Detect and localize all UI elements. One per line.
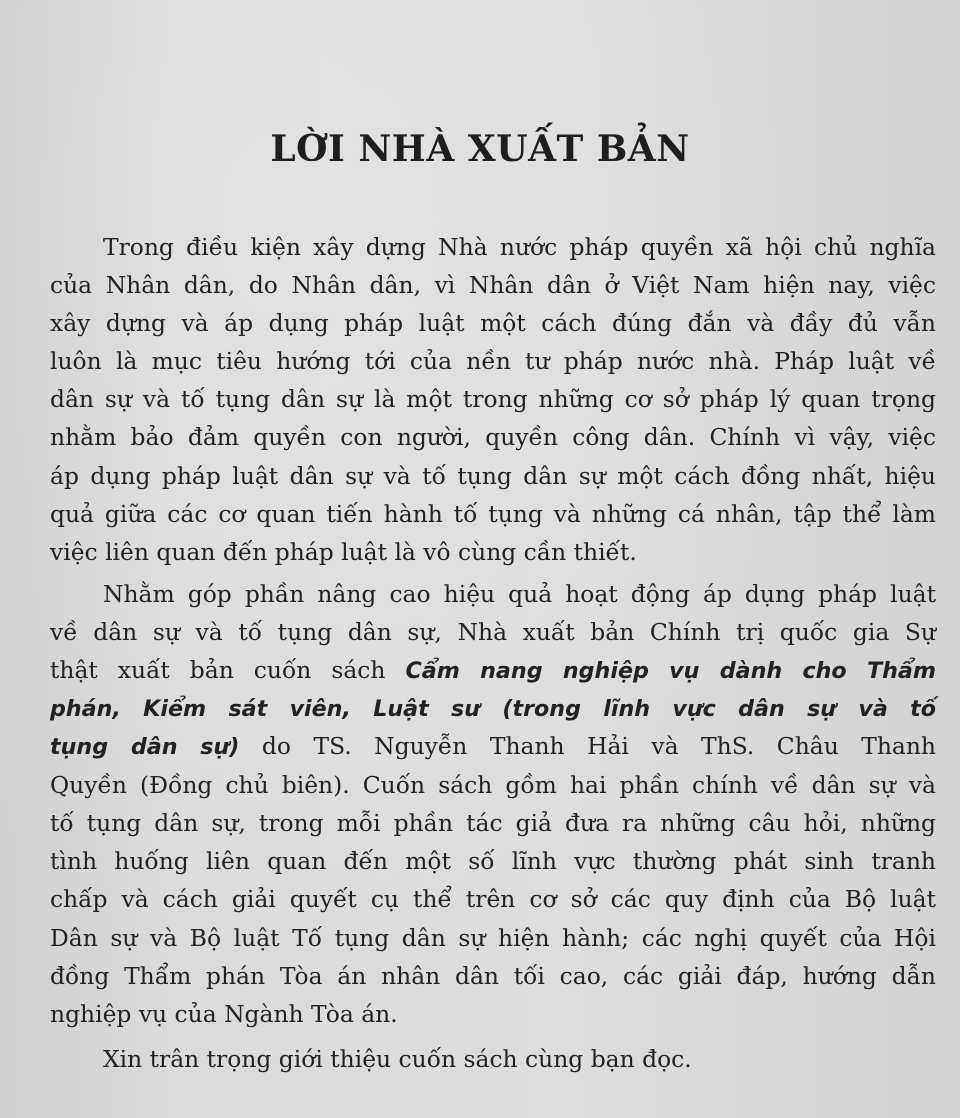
paragraph-2-line: tố tụng dân sự, trong mỗi phần tác giả đưa ra những câu hỏi, những	[50, 809, 936, 837]
paragraph-1-line: xây dựng và áp dụng pháp luật một cách đúng đắn và đầy đủ vẫn	[50, 309, 936, 337]
paragraph-2-line: tình huống liên quan đến một số lĩnh vực thường phát sinh tranh	[50, 847, 936, 875]
book-title-text: Cẩm nang nghiệp vụ dành cho Thẩm	[405, 658, 936, 684]
paragraph-2-line: chấp và cách giải quyết cụ thể trên cơ sở các quy định của Bộ luật	[50, 885, 936, 913]
paragraph-2-line	[50, 651, 936, 689]
paragraph-1-line: nhằm bảo đảm quyền con người, quyền công dân. Chính vì vậy, việc	[50, 423, 936, 451]
paragraph-2-line: Nhằm góp phần nâng cao hiệu quả hoạt động áp dụng pháp luật	[103, 580, 936, 608]
paragraph-2-line	[50, 689, 936, 727]
paragraph-1-line: Trong điều kiện xây dựng Nhà nước pháp quyền xã hội chủ nghĩa	[103, 233, 936, 261]
plain-text: thật xuất bản cuốn sách	[50, 656, 406, 684]
book-title-text: phán, Kiểm sát viên, Luật sư (trong lĩnh vực dân sự và tố	[50, 696, 936, 722]
paragraph-1-line: của Nhân dân, do Nhân dân, vì Nhân dân ở Việt Nam hiện nay, việc	[50, 271, 936, 299]
paragraph-2-line: nghiệp vụ của Ngành Tòa án.	[50, 1000, 398, 1028]
paragraph-2-line: về dân sự và tố tụng dân sự, Nhà xuất bản Chính trị quốc gia Sự	[50, 618, 936, 646]
paragraph-1-line: việc liên quan đến pháp luật là vô cùng cần thiết.	[50, 538, 637, 566]
page-title: LỜI NHÀ XUẤT BẢN	[270, 128, 690, 170]
paragraph-1-line: quả giữa các cơ quan tiến hành tố tụng và những cá nhân, tập thể làm	[50, 500, 936, 528]
paragraph-1-line: dân sự và tố tụng dân sự là một trong những cơ sở pháp lý quan trọng	[50, 385, 936, 413]
paragraph-2-line: Dân sự và Bộ luật Tố tụng dân sự hiện hành; các nghị quyết của Hội	[50, 924, 936, 952]
plain-text: do TS. Nguyễn Thanh Hải và ThS. Châu Thanh	[239, 732, 936, 760]
paragraph-2-line	[50, 727, 936, 765]
paragraph-1-line: áp dụng pháp luật dân sự và tố tụng dân sự một cách đồng nhất, hiệu	[50, 462, 936, 490]
paragraph-2-line: Quyền (Đồng chủ biên). Cuốn sách gồm hai phần chính về dân sự và	[50, 771, 936, 799]
book-title-text: tụng dân sự)	[50, 734, 240, 760]
paragraph-2-line: đồng Thẩm phán Tòa án nhân dân tối cao, các giải đáp, hướng dẫn	[50, 962, 936, 990]
paragraph-3-line: Xin trân trọng giới thiệu cuốn sách cùng bạn đọc.	[103, 1045, 692, 1073]
paragraph-1-line: luôn là mục tiêu hướng tới của nền tư pháp nước nhà. Pháp luật về	[50, 347, 936, 375]
